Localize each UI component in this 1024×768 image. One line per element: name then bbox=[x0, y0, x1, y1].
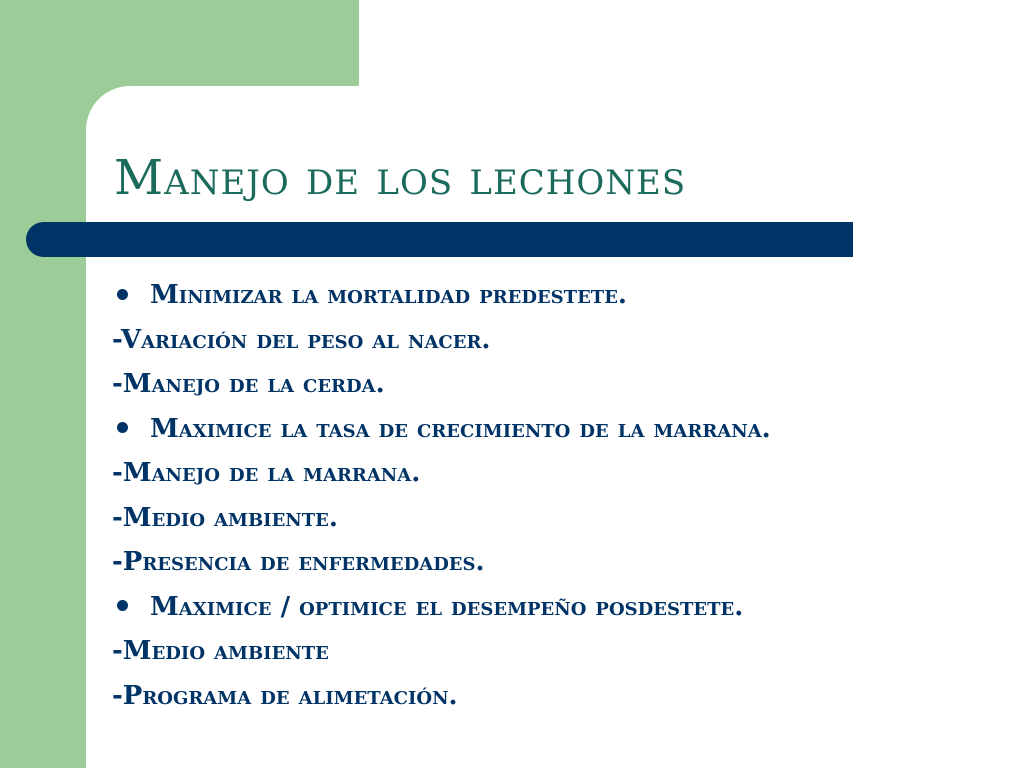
list-item-text: -Presencia de enfermedades. bbox=[112, 547, 485, 577]
list-item bbox=[112, 674, 771, 719]
list-item bbox=[112, 318, 771, 363]
list-item-text: -Medio ambiente. bbox=[112, 502, 338, 533]
list-item bbox=[112, 540, 771, 585]
list-item bbox=[112, 362, 771, 407]
bullet-icon bbox=[117, 422, 128, 433]
slide-title: Manejo de los lechones bbox=[114, 150, 687, 206]
list-item-text: -Medio ambiente bbox=[112, 636, 329, 666]
list-item bbox=[112, 585, 771, 630]
list-item-text: Minimizar la mortalidad predestete. bbox=[150, 280, 627, 310]
list-item-text: -Manejo de la marrana. bbox=[112, 458, 421, 488]
list-item bbox=[112, 273, 771, 318]
list-item-text: -Programa de alimetación. bbox=[112, 680, 458, 711]
list-item bbox=[112, 451, 771, 496]
list-item-text: Maximice la tasa de crecimiento de la marrana. bbox=[150, 413, 771, 444]
list-item bbox=[112, 496, 771, 541]
bullet-icon bbox=[117, 600, 128, 611]
list-item bbox=[112, 629, 771, 674]
list-item-text: Maximice / optimice el desempeño posdestete. bbox=[150, 591, 744, 622]
list-item bbox=[112, 407, 771, 452]
list-item-text: -Manejo de la cerda. bbox=[112, 369, 385, 399]
content-list bbox=[112, 273, 771, 718]
bullet-icon bbox=[117, 289, 128, 300]
title-underline-bar bbox=[26, 222, 853, 257]
list-item-text: -Variación del peso al nacer. bbox=[112, 324, 491, 355]
